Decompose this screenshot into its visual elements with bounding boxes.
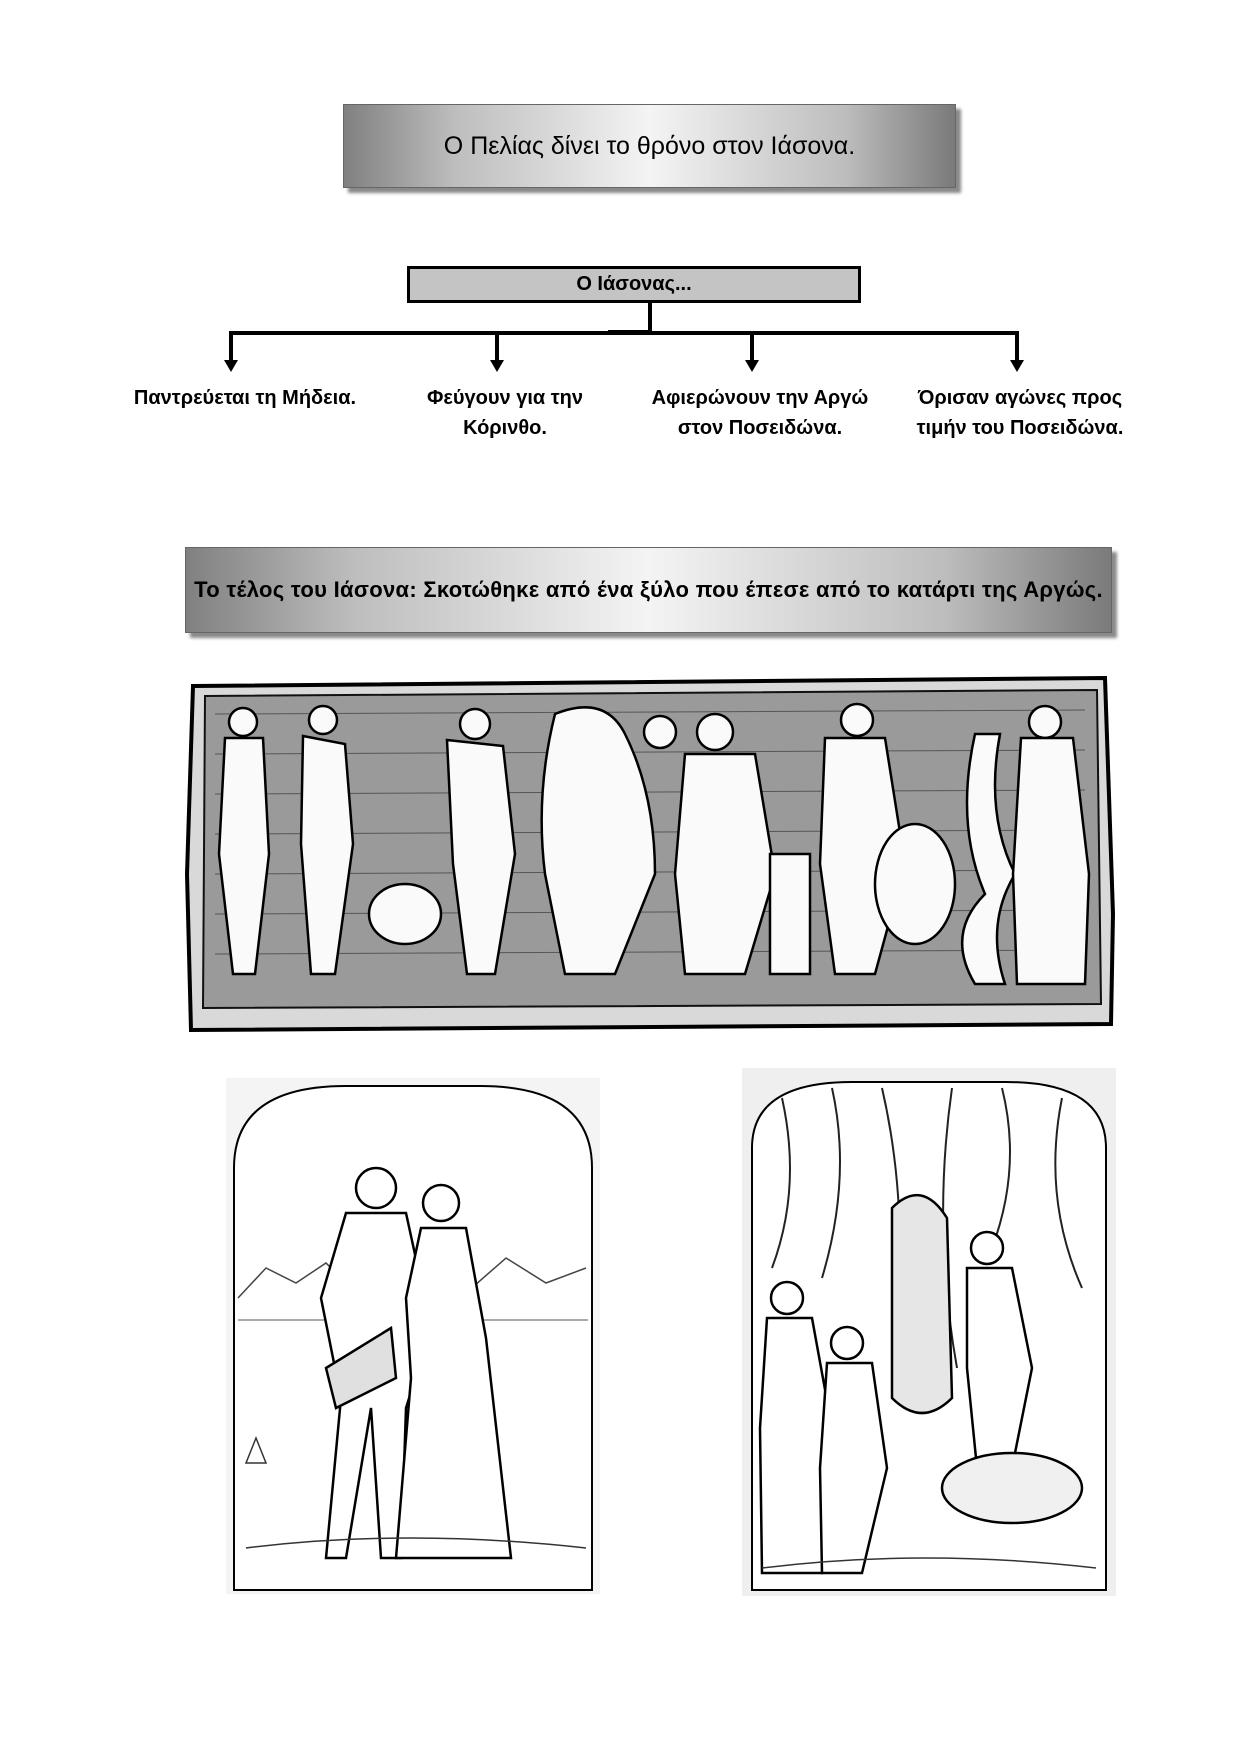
title-text: Ο Πελίας δίνει το θρόνο στον Ιάσονα. [443,131,856,160]
relief-frieze-illustration [185,674,1117,1036]
branch-label-corinth-line2: Κόρινθο. [463,417,547,439]
branch-arrow-4 [1010,333,1024,372]
ending-box [185,547,1112,633]
branch-arrow-2 [490,333,504,372]
branch-label-games-line2: τιμήν του Ποσειδώνα. [916,417,1124,439]
jason-and-medea-illustration [226,1078,600,1594]
branch-label-games-line1: Όρισαν αγώνες προς [917,387,1123,409]
branch-arrow-3 [745,333,759,372]
branch-arrow-1 [224,333,238,372]
branch-label-argo-line2: στον Ποσειδώνα. [677,417,843,439]
branch-label-argo [630,383,890,443]
branch-label-corinth-line1: Φεύγουν για την [426,387,583,409]
branch-label-marriage [120,383,370,413]
branch-label-argo-line1: Αφιερώνουν την Αργώ [651,387,869,409]
ending-text: Το τέλος του Ιάσονα: Σκοτώθηκε από ένα ξύλο που έπεσε από το κατάρτι της Αργώς. [194,577,1103,602]
branch-label-games [895,383,1145,443]
branch-arrows [0,0,1240,400]
branch-label-marriage-line1: Παντρεύεται τη Μήδεια. [133,387,357,409]
diagram-root-text: Ο Ιάσονας... [576,273,692,295]
golden-fleece-illustration [742,1068,1116,1596]
branch-label-corinth [385,383,625,443]
